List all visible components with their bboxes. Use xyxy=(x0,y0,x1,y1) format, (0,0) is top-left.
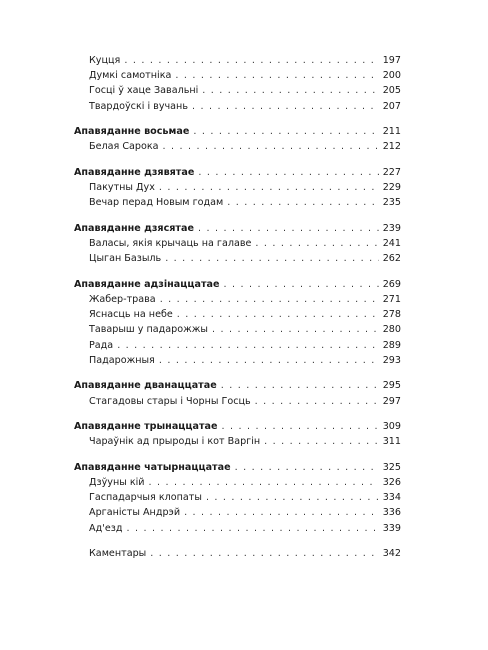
dot-leader xyxy=(124,53,378,68)
dot-leader xyxy=(149,475,379,490)
toc-page-number: 297 xyxy=(382,395,401,407)
toc-entry-title: Падарожныя xyxy=(89,354,155,366)
toc-entry[interactable] xyxy=(74,292,401,307)
dot-leader xyxy=(184,505,379,520)
toc-entry[interactable] xyxy=(74,322,401,337)
dot-leader xyxy=(227,195,378,210)
toc-page-number: 336 xyxy=(382,507,401,519)
toc-page-number: 200 xyxy=(382,70,401,82)
toc-entry[interactable] xyxy=(74,195,401,210)
toc-page-number: 229 xyxy=(382,182,401,194)
dot-leader xyxy=(212,322,379,337)
toc-entry[interactable] xyxy=(74,99,401,114)
toc-entry[interactable] xyxy=(74,83,401,98)
dot-leader xyxy=(202,83,378,98)
toc-page-number: 205 xyxy=(382,85,401,97)
toc-chapter-entry[interactable] xyxy=(74,124,401,139)
toc-entry[interactable] xyxy=(74,394,401,409)
dot-leader xyxy=(206,490,379,505)
toc-entry-title: Апавяданне восьмае xyxy=(74,126,190,138)
toc-entry-title: Белая Сарока xyxy=(89,141,159,153)
dot-leader xyxy=(159,353,379,368)
toc-chapter-entry[interactable] xyxy=(74,165,401,180)
toc-chapter-entry[interactable] xyxy=(74,277,401,292)
toc-page-number: 269 xyxy=(382,278,401,290)
toc-entry-title: Куцця xyxy=(89,55,121,66)
toc-entry-title: Рада xyxy=(89,339,114,351)
dot-leader xyxy=(198,165,378,180)
table-of-contents xyxy=(74,53,401,561)
toc-entry-title: Апавяданне чатырнаццатае xyxy=(74,461,231,473)
toc-entry-title: Валасы, якія крычаць на галаве xyxy=(89,238,252,250)
dot-leader xyxy=(193,124,378,139)
toc-entry-title: Пакутны Дух xyxy=(89,182,155,194)
toc-page-number: 325 xyxy=(382,461,401,473)
toc-page-number: 211 xyxy=(382,126,401,138)
toc-entry-title: Апавяданне трынаццатае xyxy=(74,421,218,433)
toc-page-number: 235 xyxy=(382,197,401,209)
toc-entry-title: Апавяданне дзявятае xyxy=(74,166,195,178)
dot-leader xyxy=(177,307,379,322)
toc-entry-title: Цыган Базыль xyxy=(89,253,162,265)
dot-leader xyxy=(255,394,379,409)
toc-page-number: 241 xyxy=(382,238,401,250)
toc-page-number: 212 xyxy=(382,141,401,153)
toc-entry-title: Твардоўскі і вучань xyxy=(89,100,188,112)
toc-entry-title: Госці ў хаце Завальні xyxy=(89,85,199,97)
toc-entry-title: Дзўуны кій xyxy=(89,477,145,489)
toc-page-number: 295 xyxy=(382,380,401,392)
toc-page-number: 207 xyxy=(382,100,401,112)
dot-leader xyxy=(159,180,379,195)
toc-entry-title: Гаспадарчыя клопаты xyxy=(89,492,202,504)
toc-page-number: 227 xyxy=(382,166,401,178)
toc-page-number: 309 xyxy=(382,421,401,433)
toc-entry[interactable] xyxy=(74,353,401,368)
dot-leader xyxy=(192,99,379,114)
dot-leader xyxy=(117,338,379,353)
toc-page-number: 289 xyxy=(382,339,401,351)
toc-entry[interactable] xyxy=(74,475,401,490)
toc-entry[interactable] xyxy=(74,251,401,266)
toc-page-number: 326 xyxy=(382,477,401,489)
toc-entry[interactable] xyxy=(74,505,401,520)
toc-entry-title: Думкі самотніка xyxy=(89,70,172,82)
toc-entry-title: Яснасць на небе xyxy=(89,309,173,321)
toc-entry-title: Апавяданне дванаццатае xyxy=(74,380,217,392)
dot-leader xyxy=(255,236,378,251)
toc-page-number: 293 xyxy=(382,354,401,366)
toc-entry[interactable] xyxy=(74,180,401,195)
toc-entry[interactable] xyxy=(74,546,401,561)
toc-chapter-entry[interactable] xyxy=(74,419,401,434)
toc-page-number: 271 xyxy=(382,294,401,305)
toc-entry[interactable] xyxy=(74,68,401,83)
dot-leader xyxy=(198,221,379,236)
toc-entry-title: Каментары xyxy=(89,548,147,560)
toc-page-number: 278 xyxy=(382,309,401,321)
toc-page-number: 239 xyxy=(382,222,401,234)
toc-entry[interactable] xyxy=(74,521,401,536)
toc-entry-title: Жабер-трава xyxy=(89,294,156,305)
toc-page-number: 280 xyxy=(382,324,401,336)
toc-entry-title: Ад'езд xyxy=(89,522,123,534)
toc-page-number: 334 xyxy=(382,492,401,504)
dot-leader xyxy=(165,251,379,266)
dot-leader xyxy=(175,68,378,83)
toc-entry-title: Таварыш у падарожжы xyxy=(89,324,208,336)
toc-entry[interactable] xyxy=(74,139,401,154)
dot-leader xyxy=(224,277,379,292)
toc-entry-title: Вечар перад Новым годам xyxy=(89,197,224,209)
toc-entry-title: Арганісты Андрэй xyxy=(89,507,181,519)
dot-leader xyxy=(221,378,379,393)
dot-leader xyxy=(150,546,378,561)
dot-leader xyxy=(160,292,379,307)
toc-entry-title: Апавяданне дзясятае xyxy=(74,222,194,234)
dot-leader xyxy=(222,419,379,434)
dot-leader xyxy=(126,521,378,536)
toc-entry-title: Апавяданне адзінаццатае xyxy=(74,278,220,290)
toc-entry[interactable] xyxy=(74,338,401,353)
toc-page-number: 339 xyxy=(382,522,401,534)
dot-leader xyxy=(235,460,379,475)
toc-entry-title: Стагадовы стары і Чорны Госць xyxy=(89,395,251,407)
toc-chapter-entry[interactable] xyxy=(74,378,401,393)
dot-leader xyxy=(264,434,379,449)
toc-entry[interactable] xyxy=(74,53,401,68)
toc-page-number: 342 xyxy=(382,548,401,560)
toc-entry[interactable] xyxy=(74,307,401,322)
toc-entry[interactable] xyxy=(74,434,401,449)
toc-chapter-entry[interactable] xyxy=(74,221,401,236)
toc-entry-title: Чараўнік ад прыроды і кот Варгін xyxy=(89,436,261,448)
toc-page-number: 262 xyxy=(382,253,401,265)
toc-chapter-entry[interactable] xyxy=(74,460,401,475)
toc-page-number: 311 xyxy=(382,436,401,448)
toc-page-number: 197 xyxy=(382,55,401,66)
dot-leader xyxy=(163,139,379,154)
toc-entry[interactable] xyxy=(74,490,401,505)
toc-entry[interactable] xyxy=(74,236,401,251)
